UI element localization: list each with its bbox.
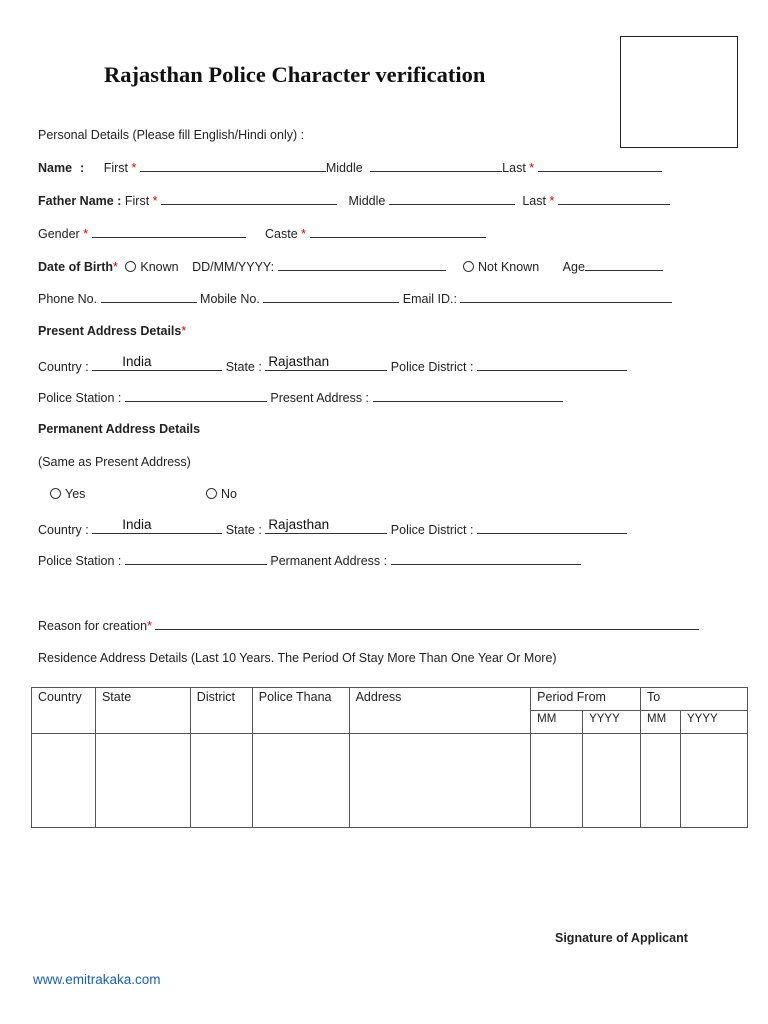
signature-label: Signature of Applicant — [555, 931, 688, 945]
contact-row: Phone No. Mobile No. Email ID.: — [38, 291, 672, 306]
th-address: Address — [349, 688, 531, 734]
phone-field[interactable] — [101, 291, 197, 303]
age-field[interactable] — [585, 259, 663, 271]
th-state: State — [95, 688, 190, 734]
last-name-field[interactable] — [538, 160, 662, 172]
th-from-yyyy: YYYY — [583, 711, 641, 734]
present-address-heading: Present Address Details* — [38, 324, 187, 338]
first-name-field[interactable] — [140, 160, 326, 172]
photo-box — [620, 36, 738, 148]
cell-to-mm[interactable] — [641, 734, 681, 828]
cell-country[interactable] — [32, 734, 96, 828]
cell-district[interactable] — [190, 734, 252, 828]
cell-address[interactable] — [349, 734, 531, 828]
no-radio[interactable] — [206, 488, 217, 499]
father-name-label: Father Name — [38, 194, 114, 208]
reason-row: Reason for creation* — [38, 618, 699, 633]
present-country-field[interactable]: India — [92, 357, 222, 371]
dob-field[interactable] — [278, 259, 446, 271]
permanent-station-field[interactable] — [125, 553, 267, 565]
residence-heading: Residence Address Details (Last 10 Years. The Period Of Stay More Than One Year Or More) — [38, 651, 557, 665]
middle-name-field[interactable] — [370, 160, 502, 172]
cell-from-yyyy[interactable] — [583, 734, 641, 828]
th-to-yyyy: YYYY — [681, 711, 748, 734]
gender-field[interactable] — [92, 226, 246, 238]
same-as-no[interactable]: No — [206, 487, 237, 501]
th-from-mm: MM — [531, 711, 583, 734]
father-name-row: Father Name : First * Middle Last * — [38, 193, 670, 208]
present-location-row: Country : India State : Rajasthan Police District : — [38, 357, 627, 374]
personal-details-heading: Personal Details (Please fill English/Hindi only) : — [38, 128, 305, 142]
th-police-thana: Police Thana — [252, 688, 349, 734]
table-row — [32, 734, 748, 828]
permanent-address-field[interactable] — [391, 553, 581, 565]
permanent-address-heading: Permanent Address Details — [38, 422, 201, 436]
page-title: Rajasthan Police Character verification — [104, 62, 486, 87]
email-field[interactable] — [460, 291, 672, 303]
permanent-location-row: Country : India State : Rajasthan Police District : — [38, 520, 627, 537]
reason-field[interactable] — [155, 618, 699, 630]
cell-police-thana[interactable] — [252, 734, 349, 828]
same-as-yes[interactable]: Yes — [50, 487, 85, 501]
cell-from-mm[interactable] — [531, 734, 583, 828]
father-middle-name-field[interactable] — [389, 193, 515, 205]
th-period-from: Period From — [531, 688, 641, 711]
mobile-field[interactable] — [263, 291, 399, 303]
present-address-field[interactable] — [373, 390, 563, 402]
present-station-row: Police Station : Present Address : — [38, 390, 563, 405]
permanent-district-field[interactable] — [477, 522, 627, 534]
cell-state[interactable] — [95, 734, 190, 828]
th-district: District — [190, 688, 252, 734]
same-as-present-label: (Same as Present Address) — [38, 455, 191, 469]
cell-to-yyyy[interactable] — [681, 734, 748, 828]
permanent-station-row: Police Station : Permanent Address : — [38, 553, 581, 568]
father-last-name-field[interactable] — [558, 193, 670, 205]
gender-row: Gender * Caste * — [38, 226, 486, 241]
name-label: Name — [38, 161, 73, 175]
th-to: To — [641, 688, 748, 711]
dob-label: Date of Birth — [38, 260, 113, 274]
website-link[interactable]: www.emitrakaka.com — [33, 972, 161, 987]
dob-row: Date of Birth* Known DD/MM/YYYY: Not Known Age — [38, 259, 663, 274]
permanent-country-field[interactable]: India — [92, 520, 222, 534]
caste-field[interactable] — [310, 226, 486, 238]
present-station-field[interactable] — [125, 390, 267, 402]
permanent-state-field[interactable]: Rajasthan — [265, 520, 387, 534]
yes-radio[interactable] — [50, 488, 61, 499]
dob-not-known-radio[interactable] — [463, 261, 474, 272]
present-district-field[interactable] — [477, 359, 627, 371]
th-country: Country — [32, 688, 96, 734]
name-row: Name : First * Middle Last * — [38, 160, 662, 175]
residence-table — [31, 687, 748, 828]
father-first-name-field[interactable] — [161, 193, 337, 205]
present-state-field[interactable]: Rajasthan — [265, 357, 387, 371]
th-to-mm: MM — [641, 711, 681, 734]
required-mark: * — [131, 161, 137, 175]
dob-known-radio[interactable] — [125, 261, 136, 272]
